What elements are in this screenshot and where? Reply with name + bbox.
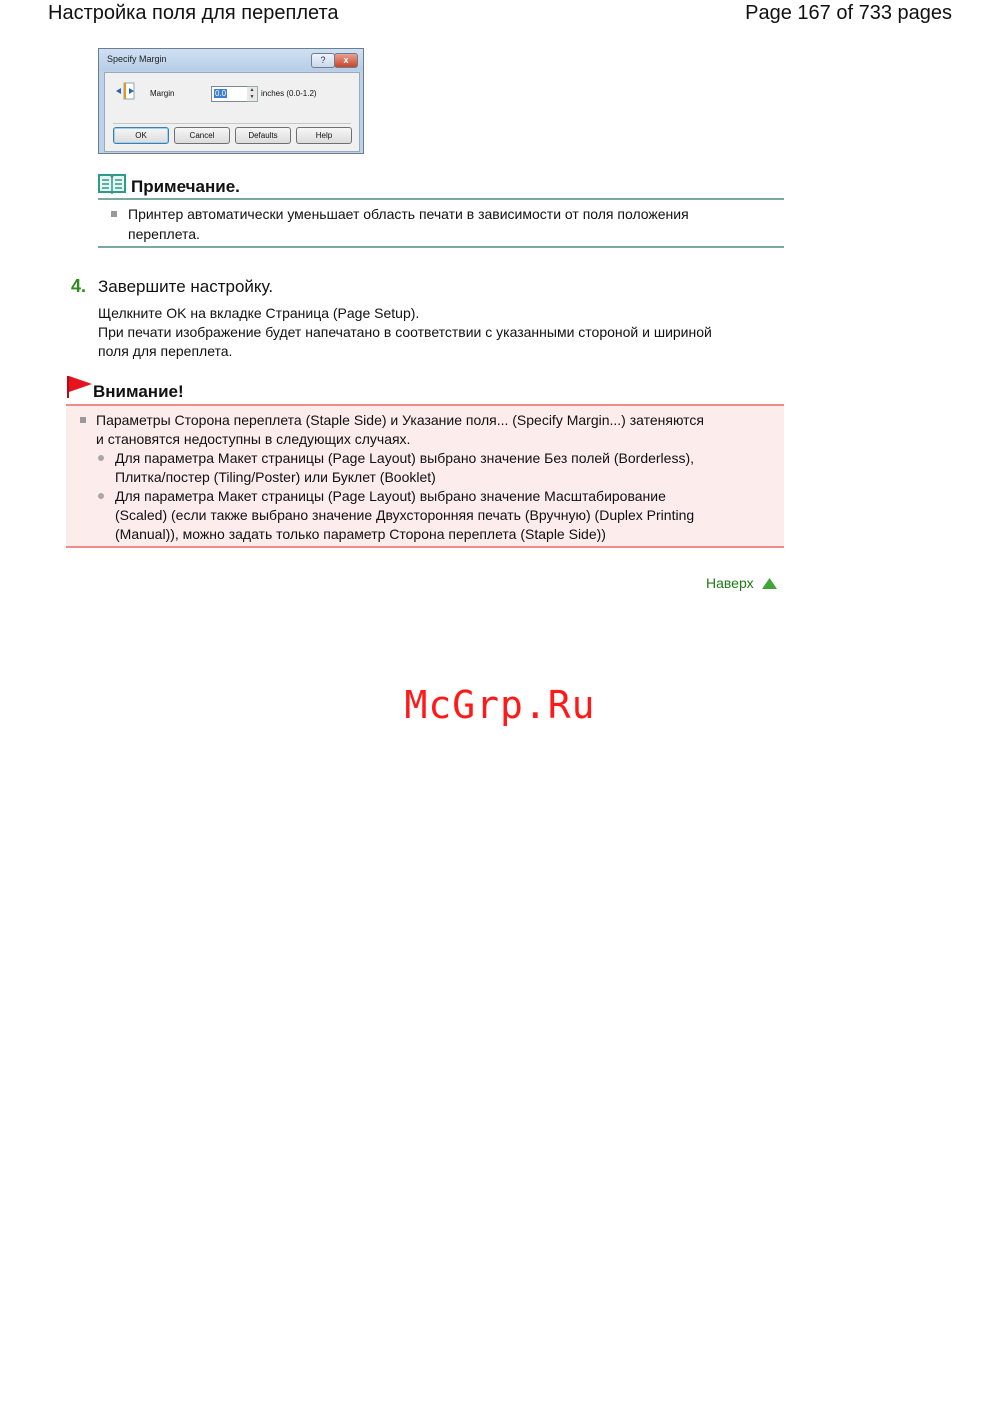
- up-arrow-icon[interactable]: [761, 577, 778, 590]
- page-title: Настройка поля для переплета: [48, 2, 339, 24]
- page-counter: Page 167 of 733 pages: [745, 2, 952, 24]
- margin-icon: [115, 82, 135, 100]
- back-to-top-link[interactable]: Наверх: [706, 575, 754, 591]
- caution-sub-line: Плитка/постер (Tiling/Poster) или Буклет (Booklet): [115, 469, 436, 485]
- caution-sub-line: Для параметра Макет страницы (Page Layout) выбрано значение Масштабирование: [115, 488, 666, 504]
- step-line: Щелкните OK на вкладке Страница (Page Setup).: [98, 305, 420, 321]
- caution-sub-line: Для параметра Макет страницы (Page Layout) выбрано значение Без полей (Borderless),: [115, 450, 694, 466]
- dialog-body: [104, 72, 360, 152]
- margin-label: Margin: [150, 89, 175, 98]
- dialog-title: Specify Margin: [107, 54, 167, 64]
- caution-bullet: [80, 417, 86, 423]
- margin-unit-label: inches (0.0-1.2): [261, 89, 317, 98]
- specify-margin-dialog: [98, 48, 364, 154]
- caution-line: Параметры Сторона переплета (Staple Side) и Указание поля... (Specify Margin...) затеняются: [96, 412, 705, 428]
- caution-line: и становятся недоступны в следующих случаях.: [96, 431, 411, 447]
- caution-subbullet: [98, 455, 104, 461]
- note-line: переплета.: [128, 225, 200, 242]
- defaults-button[interactable]: Defaults: [235, 127, 291, 144]
- caution-title: Внимание!: [93, 382, 184, 401]
- note-text: [128, 205, 768, 244]
- dialog-separator: [113, 123, 351, 124]
- dialog-titlebar: [99, 49, 363, 71]
- step-number: 4.: [71, 276, 87, 296]
- help-button[interactable]: Help: [296, 127, 352, 144]
- caution-sub-line: (Scaled) (если также выбрано значение Двухсторонняя печать (Вручную) (Duplex Printing: [115, 507, 695, 523]
- ok-button[interactable]: OK: [113, 127, 169, 144]
- margin-value: 0.0: [215, 89, 227, 98]
- caution-sub-line: (Manual)), можно задать только параметр Сторона переплета (Staple Side)): [115, 526, 606, 542]
- note-line: Принтер автоматически уменьшает область печати в зависимости от поля положения: [128, 206, 689, 222]
- step-line: При печати изображение будет напечатано в соответствии с указанными стороной и шириной: [98, 324, 712, 340]
- note-bottom-rule: [98, 246, 784, 248]
- note-bullet: [111, 211, 117, 217]
- step-title: Завершите настройку.: [98, 277, 274, 296]
- dialog-help-icon[interactable]: ?: [311, 53, 335, 68]
- note-top-rule: [98, 198, 784, 200]
- step-line: поля для переплета.: [98, 343, 233, 359]
- caution-subbullet: [98, 493, 104, 499]
- flag-icon: [66, 375, 93, 399]
- cancel-button[interactable]: Cancel: [174, 127, 230, 144]
- dialog-close-icon[interactable]: x: [334, 53, 358, 68]
- margin-spinner[interactable]: ▲ ▼: [247, 86, 258, 102]
- note-title: Примечание.: [131, 177, 240, 196]
- watermark: McGrp.Ru: [404, 683, 596, 727]
- caution-box: [66, 404, 784, 548]
- book-icon: [98, 173, 126, 194]
- margin-input[interactable]: [211, 86, 249, 102]
